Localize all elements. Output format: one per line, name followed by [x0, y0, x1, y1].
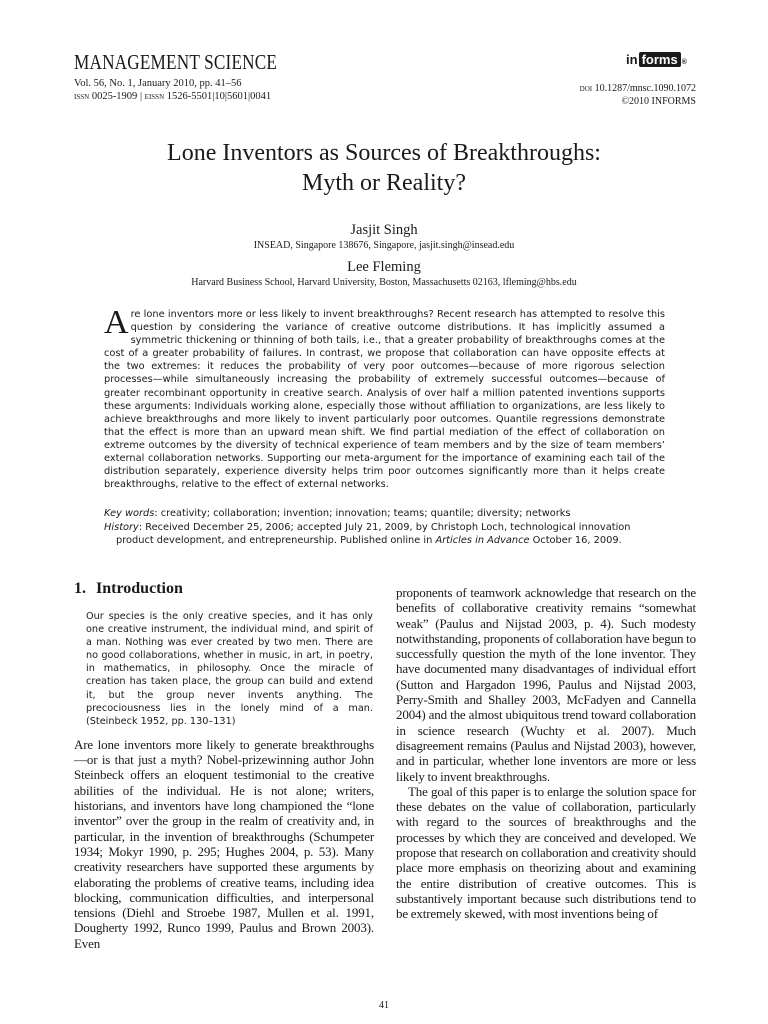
eissn-value: 1526-5501: [166, 91, 213, 102]
issn-label: issn: [74, 91, 90, 102]
article-title: [0, 138, 768, 198]
epigraph: Our species is the only creative species, and it has only one creative instrument, the individual mind, and spirit of a man. Nothing was ever created by two men. There are no good collaborations, whether in music, in art, in poetry, in mathematics, in philosophy. Once the miracle of creation has taken place, the group can build and extend it, but the group never invents anything. The precociousness lies in the lonely mind of a man. (Steinbeck 1952, pp. 130–131): [86, 611, 373, 727]
volume-info: [74, 77, 271, 103]
author-name: Jasjit Singh: [350, 222, 418, 238]
history-italic: Articles in Advance: [435, 535, 530, 546]
page-number: 41: [379, 1000, 389, 1011]
abstract-text: re lone inventors more or less likely to invent breakthroughs? Recent research has attempted to resolve this question by considering the variance of creative outcome distributions. It has implicitly assumed a symmetric thickening or thinning of both tails, i.e., that a greater probability of breakthroughs comes at the cost of a greater probability of failures. In contrast, we propose that collaboration can have opposite effects at the two extremes: it reduces the probability of very poor outcomes—because of more rigorous selection processes—while simultaneously increasing the probability of extremely successful outcomes—because of greater recombinant opportunity in creative search. Analysis of over half a million patented inventions supports these arguments: Individuals working alone, especially those without affiliation to organizations, are less likely to achieve breakthroughs and more likely to invent particularly poor outcomes. Quantile regressions demonstrate that the effect is more than an upward mean shift. We find partial mediation of the effect of collaboration on extreme outcomes by the diversity of technical experience of team members and by the size of team members’ external collaboration networks. Supporting our meta-argument for the importance of examining each tail of the distribution separately, experience diversity helps trim poor outcomes significantly more than it helps create breakthroughs, relative to the effect of external networks.: [104, 309, 665, 491]
section-title: Introduction: [96, 580, 183, 597]
keywords: [104, 507, 665, 521]
code-b: 0041: [250, 91, 272, 102]
history-end: October 16, 2009.: [529, 535, 622, 546]
history-text: : Received December 25, 2006; accepted July 21, 2009, by Christoph Loch, technological innovation product development, and entrepreneurship. Published online in: [116, 521, 631, 546]
code-suffix: 10: [214, 91, 225, 102]
body-text-left: [74, 737, 374, 951]
informs-logo: [626, 52, 687, 67]
doi-block: [580, 82, 696, 108]
journal-name: MANAGEMENT SCIENCE: [74, 50, 278, 74]
volume-line: Vol. 56, No. 1, January 2010, pp. 41–56: [74, 78, 242, 89]
issn-line: issn 0025-1909 | eissn 1526-5501|10|5601|0041: [74, 91, 272, 102]
copyright: ©2010 INFORMS: [621, 96, 696, 107]
doi-line: [580, 82, 696, 95]
paragraph: proponents of teamwork acknowledge that research on the benefits of collaborative creativity remains “somewhat weak” (Paulus and Nijstad 2003, p. 4). Such modesty notwithstanding, proponents of collaboration have begun to successfully question the myth of the lone inventor. They have documented many disadvantages of individual effort (Sutton and Hargadon 1996, Paulus and Nijstad 2003, Perry-Smith and Shalley 2003, McFadyen and Cannella 2004) and the almost ubiquitous trend toward collaboration in science research (Wuchty et al. 2007). Much disagreement remains (Paulus and Nijstad 2003), however, and in particular, whether lone inventors are more or less likely to invent breakthroughs.: [396, 585, 696, 784]
paragraph: The goal of this paper is to enlarge the solution space for these debates on the value of collaboration, particularly with regard to the sources of breakthroughs and the processes by which they are conceived and developed. We propose that research on collaboration and creativity should place more emphasis on theorizing about and examining the entire distribution of creative outcomes. This is substantively important because such distributions tend to be extremely skewed, with most inventions being of: [396, 783, 696, 922]
title-line-2: Myth or Reality?: [302, 170, 466, 196]
author-affiliation: INSEAD, Singapore 138676, Singapore, jasjit.singh@insead.edu: [253, 240, 515, 251]
section-number: 1.: [74, 580, 86, 597]
history: [104, 521, 665, 548]
section-heading: [74, 580, 374, 598]
code-a: 5601: [226, 91, 248, 102]
right-column: [396, 585, 696, 922]
keywords-label: Key words: [104, 508, 155, 519]
logo-forms-text: forms: [639, 52, 681, 67]
registered-mark: ®: [681, 59, 687, 66]
doi-label: doi: [579, 83, 593, 94]
history-label: History: [104, 521, 139, 533]
title-line-1: Lone Inventors as Sources of Breakthroughs:: [167, 140, 601, 166]
logo-in-text: in: [626, 52, 638, 67]
article-meta: [104, 507, 665, 548]
author-name: Lee Fleming: [347, 259, 421, 275]
issn-value: 0025-1909: [91, 91, 138, 102]
paragraph: Are lone inventors more likely to generate breakthroughs—or is that just a myth? Nobel-prizewinning author John Steinbeck offers an eloquent testimonial to the creative abilities of the individual. He is not alone; writers, historians, and inventors have long championed the “lone inventor” over the group in the realm of creativity and, in particular, in the invention of breakthroughs (Schumpeter 1934; Mokyr 1990, p. 295; Hughes 2004, p. 53). Many creativity researchers have supported these arguments by elaborating the problems of creative teams, including idea blocking, communication difficulties, and interpersonal tensions (Diehl and Stroebe 1987, Mullen et al. 1991, Dougherty 1992, Runco 1999, Paulus and Brown 2003). Even: [74, 736, 374, 951]
eissn-label: eissn: [144, 91, 165, 102]
author-affiliation: Harvard Business School, Harvard University, Boston, Massachusetts 02163, lfleming@hbs.edu: [191, 277, 577, 288]
abstract: [104, 304, 665, 491]
keywords-text: : creativity; collaboration; invention; innovation; teams; quantile; diversity; networks: [154, 508, 571, 519]
doi-value: 10.1287/mnsc.1090.1072: [594, 83, 696, 94]
left-column: [74, 580, 374, 951]
abstract-dropcap: A: [104, 304, 129, 341]
